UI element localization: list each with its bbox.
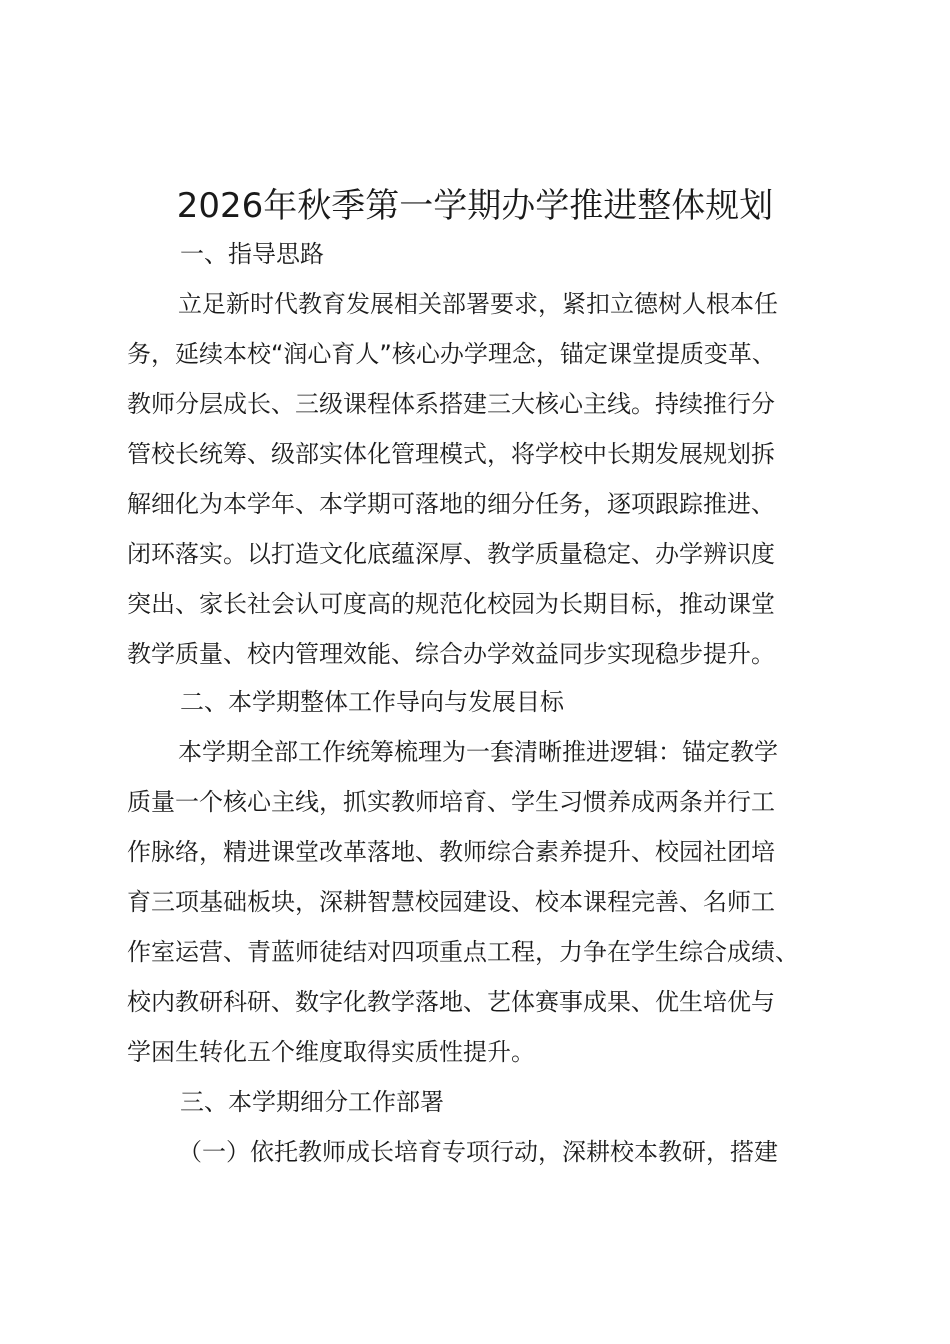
paragraph-line: 学困生转化五个维度取得实质性提升。 — [127, 1038, 535, 1066]
paragraph-line: 突出、家长社会认可度高的规范化校园为长期目标，推动课堂 — [127, 590, 775, 618]
paragraph-line: 育三项基础板块，深耕智慧校园建设、校本课程完善、名师工 — [127, 888, 775, 916]
paragraph-line: 作脉络，精进课堂改革落地、教师综合素养提升、校园社团培 — [127, 838, 775, 866]
paragraph-line: 教师分层成长、三级课程体系搭建三大核心主线。持续推行分 — [127, 390, 775, 418]
paragraph-line: （一）依托教师成长培育专项行动，深耕校本教研，搭建 — [178, 1138, 778, 1166]
section-heading-3: 三、本学期细分工作部署 — [180, 1088, 444, 1116]
paragraph-line: 本学期全部工作统筹梳理为一套清晰推进逻辑：锚定教学 — [178, 738, 778, 766]
document-title: 2026年秋季第一学期办学推进整体规划 — [176, 186, 774, 226]
paragraph-line: 立足新时代教育发展相关部署要求，紧扣立德树人根本任 — [178, 290, 778, 318]
section-heading-2: 二、本学期整体工作导向与发展目标 — [180, 688, 564, 716]
paragraph-line: 解细化为本学年、本学期可落地的细分任务，逐项跟踪推进、 — [127, 490, 775, 518]
paragraph-line: 校内教研科研、数字化教学落地、艺体赛事成果、优生培优与 — [127, 988, 775, 1016]
paragraph-line: 质量一个核心主线，抓实教师培育、学生习惯养成两条并行工 — [127, 788, 775, 816]
paragraph-line: 闭环落实。以打造文化底蕴深厚、教学质量稳定、办学辨识度 — [127, 540, 775, 568]
paragraph-line: 教学质量、校内管理效能、综合办学效益同步实现稳步提升。 — [127, 640, 775, 668]
paragraph-line: 务，延续本校“润心育人”核心办学理念，锚定课堂提质变革、 — [127, 340, 776, 368]
paragraph-line: 作室运营、青蓝师徒结对四项重点工程，力争在学生综合成绩、 — [127, 938, 799, 966]
paragraph-line: 管校长统筹、级部实体化管理模式，将学校中长期发展规划拆 — [127, 440, 775, 468]
section-heading-1: 一、指导思路 — [180, 240, 324, 268]
